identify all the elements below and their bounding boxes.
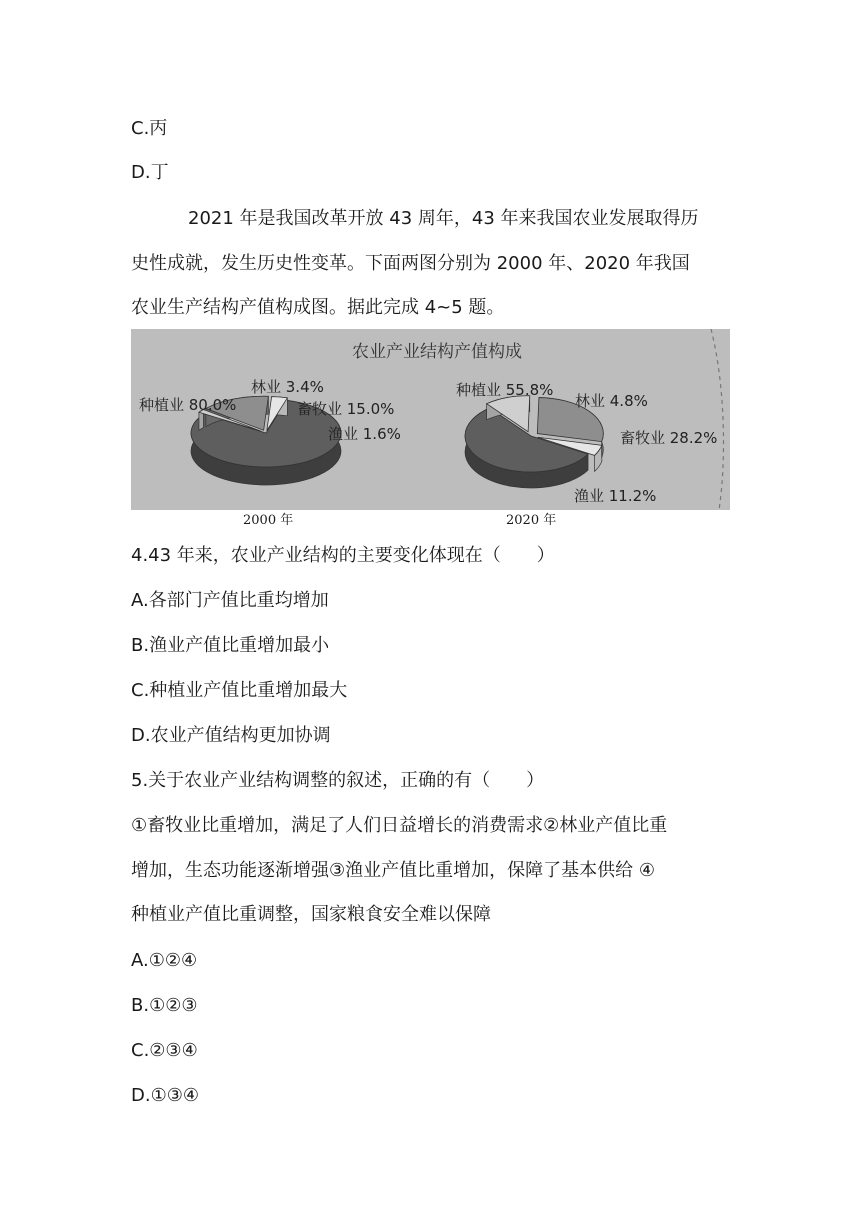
intro-line-3: 农业生产结构产值构成图。据此完成 4~5 题。: [131, 297, 505, 318]
q4-stem: 4.43 年来，农业产业结构的主要变化体现在（ ）: [131, 545, 555, 566]
caption-2000: 2000 年: [243, 513, 294, 528]
q4-option-a: A.各部门产值比重均增加: [131, 590, 329, 611]
pie-chart-svg: [131, 329, 730, 510]
q5-stem: 5.关于农业产业结构调整的叙述，正确的有（ ）: [131, 770, 545, 791]
label-2020-livestock: 畜牧业 28.2%: [620, 429, 718, 447]
caption-2020: 2020 年: [506, 513, 557, 528]
label-2000-planting: 种植业 80.0%: [139, 396, 237, 414]
q5-body-line-3: 种植业产值比重调整，国家粮食安全难以保障: [131, 904, 491, 925]
q5-option-c: C.②③④: [131, 1040, 198, 1061]
label-2020-forestry: 林业 4.8%: [575, 392, 648, 410]
q4-option-c: C.种植业产值比重增加最大: [131, 680, 348, 701]
label-2020-fishery: 渔业 11.2%: [574, 487, 657, 505]
label-2020-planting: 种植业 55.8%: [456, 381, 554, 399]
q5-option-b: B.①②③: [131, 995, 198, 1016]
chart-title: 农业产业结构产值构成: [352, 342, 522, 362]
q5-body-line-1: ①畜牧业比重增加，满足了人们日益增长的消费需求②林业产值比重: [131, 815, 668, 836]
q5-option-d: D.①③④: [131, 1085, 199, 1106]
q4-option-d: D.农业产值结构更加协调: [131, 725, 331, 746]
q5-body-line-2: 增加，生态功能逐渐增强③渔业产值比重增加，保障了基本供给 ④: [131, 860, 655, 881]
label-2000-forestry: 林业 3.4%: [251, 378, 324, 396]
intro-line-2: 史性成就，发生历史性变革。下面两图分别为 2000 年、2020 年我国: [131, 253, 690, 274]
q4-option-b: B.渔业产值比重增加最小: [131, 635, 330, 656]
label-2000-livestock: 畜牧业 15.0%: [297, 400, 395, 418]
option-d-prev: D.丁: [131, 162, 169, 183]
q5-option-a: A.①②④: [131, 950, 198, 971]
option-c-prev: C.丙: [131, 118, 168, 139]
label-2000-fishery: 渔业 1.6%: [328, 425, 401, 443]
intro-line-1: 2021 年是我国改革开放 43 周年，43 年来我国农业发展取得历: [188, 208, 699, 229]
pie-chart-figure: [131, 329, 730, 510]
